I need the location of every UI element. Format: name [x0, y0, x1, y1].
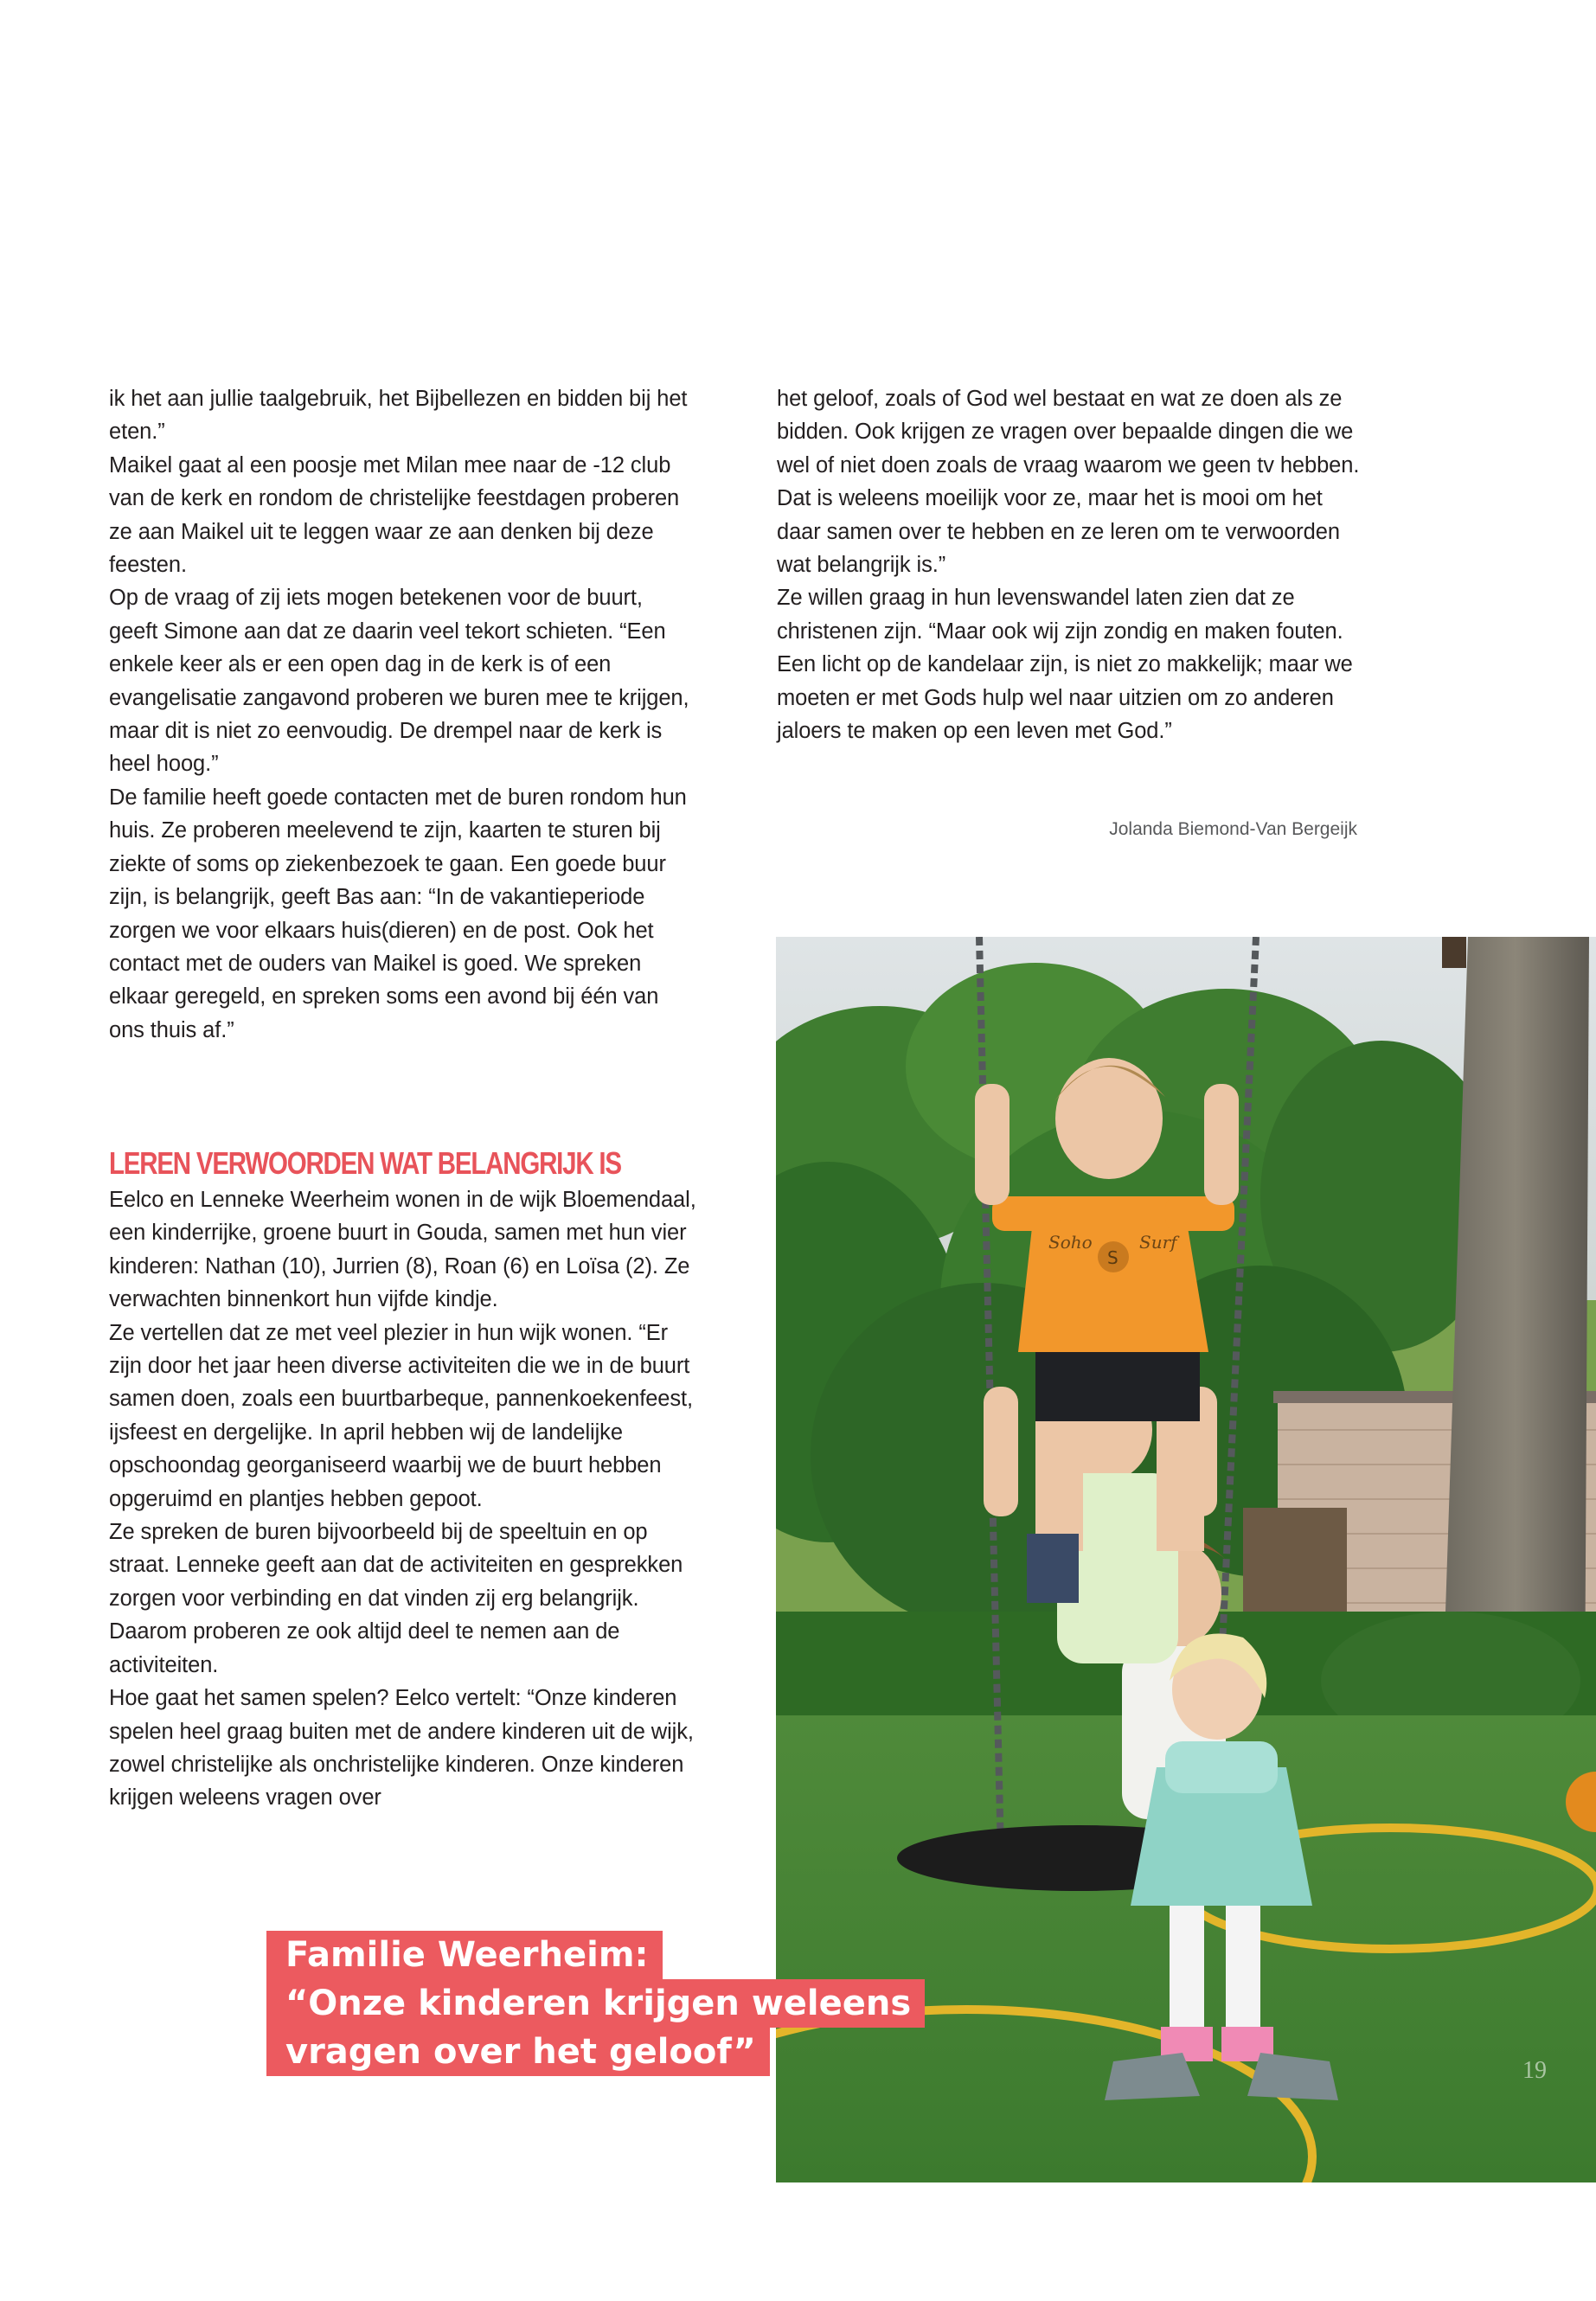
paragraph: ik het aan jullie taalgebruik, het Bijbellezen en bidden bij het eten.” [109, 387, 688, 445]
article-column-left-bottom [109, 1145, 697, 1815]
shirt-text-right: Surf [1139, 1232, 1177, 1253]
article-column-right [777, 382, 1365, 747]
paragraph: Hoe gaat het samen spelen? Eelco vertelt: “Onze kinderen spelen heel graag buiten met de andere kinderen uit de wijk, zowel christelijke als onchristelijke kinderen. Onze kinderen krijgen weleens vragen over [109, 1686, 694, 1811]
pull-quote [266, 1931, 925, 2076]
shirt-print: S [1107, 1247, 1118, 1268]
page-number: 19 [1522, 2057, 1547, 2084]
section-heading: LEREN VERWOORDEN WAT BELANGRIJK IS [109, 1145, 621, 1181]
paragraph: het geloof, zoals of God wel bestaat en wat ze doen als ze bidden. Ook krijgen ze vragen over bepaalde dingen die we wel of niet doen zoals de vraag waarom we geen tv hebben. Dat is weleens moeilijk voor ze, maar het is mooi om het daar samen over te hebben en ze leren om te verwoorden wat belangrijk is.” [777, 387, 1360, 578]
pull-quote-line: Familie Weerheim: [266, 1931, 663, 1979]
article-column-left-top [109, 382, 697, 1047]
shirt-text-left: Soho [1048, 1232, 1093, 1253]
paragraph: Op de vraag of zij iets mogen betekenen voor de buurt, geeft Simone aan dat ze daarin veel tekort schieten. “Een enkele keer als er een open dag in de kerk is of een evangelisatie zangavond proberen we buren mee te krijgen, maar dit is niet zo eenvoudig. De drempel naar de kerk is heel hoog.” [109, 586, 689, 777]
paragraph: Ze spreken de buren bijvoorbeeld bij de speeltuin en op straat. Lenneke geeft aan dat de activiteiten en gesprekken zorgen voor verbinding en dat vinden zij erg belangrijk. Daarom proberen ze ook altijd deel te nemen aan de activiteiten. [109, 1520, 683, 1677]
paragraph: Ze willen graag in hun levenswandel laten zien dat ze christenen zijn. “Maar ook wij zijn zondig en maken fouten. Een licht op de kandelaar zijn, is niet zo makkelijk; maar we moeten er met Gods hulp wel naar uitzien om zo anderen jaloers te maken op een leven met God.” [777, 586, 1353, 744]
paragraph: Eelco en Lenneke Weerheim wonen in de wijk Bloemendaal, een kinderrijke, groene buurt in Gouda, samen met hun vier kinderen: Nathan (10), Jurrien (8), Roan (6) en Loïsa (2). Ze verwachten binnenkort hun vijfde kindje. [109, 1188, 696, 1312]
paragraph: De familie heeft goede contacten met de buren rondom hun huis. Ze proberen meelevend te zijn, kaarten te sturen bij ziekte of soms op ziekenbezoek te gaan. Een goede buur zijn, is belangrijk, geeft Bas aan: “In de vakantieperiode zorgen we voor elkaars huis(dieren) en de post. Ook het contact met de ouders van Maikel is goed. We spreken elkaar geregeld, en spreken soms een avond bij één van ons thuis af.” [109, 785, 687, 1042]
pull-quote-line: “Onze kinderen krijgen weleens [266, 1979, 925, 2028]
author-credit: Jolanda Biemond-Van Bergeijk [1109, 819, 1357, 839]
paragraph: Maikel gaat al een poosje met Milan mee naar de -12 club van de kerk en rondom de christelijke feestdagen proberen ze aan Maikel uit te leggen waar ze aan denken bij deze feesten. [109, 452, 680, 578]
pull-quote-line: vragen over het geloof” [266, 2028, 770, 2076]
paragraph: Ze vertellen dat ze met veel plezier in hun wijk wonen. “Er zijn door het jaar heen diverse activiteiten die we in de buurt samen doen, zoals een buurtbarbeque, pannenkoekenfeest, ijsfeest en dergelijke. In april hebben wij de landelijke opschoondag georganiseerd waarbij we de buurt hebben opgeruimd en plantjes hebben gepoot. [109, 1320, 694, 1511]
